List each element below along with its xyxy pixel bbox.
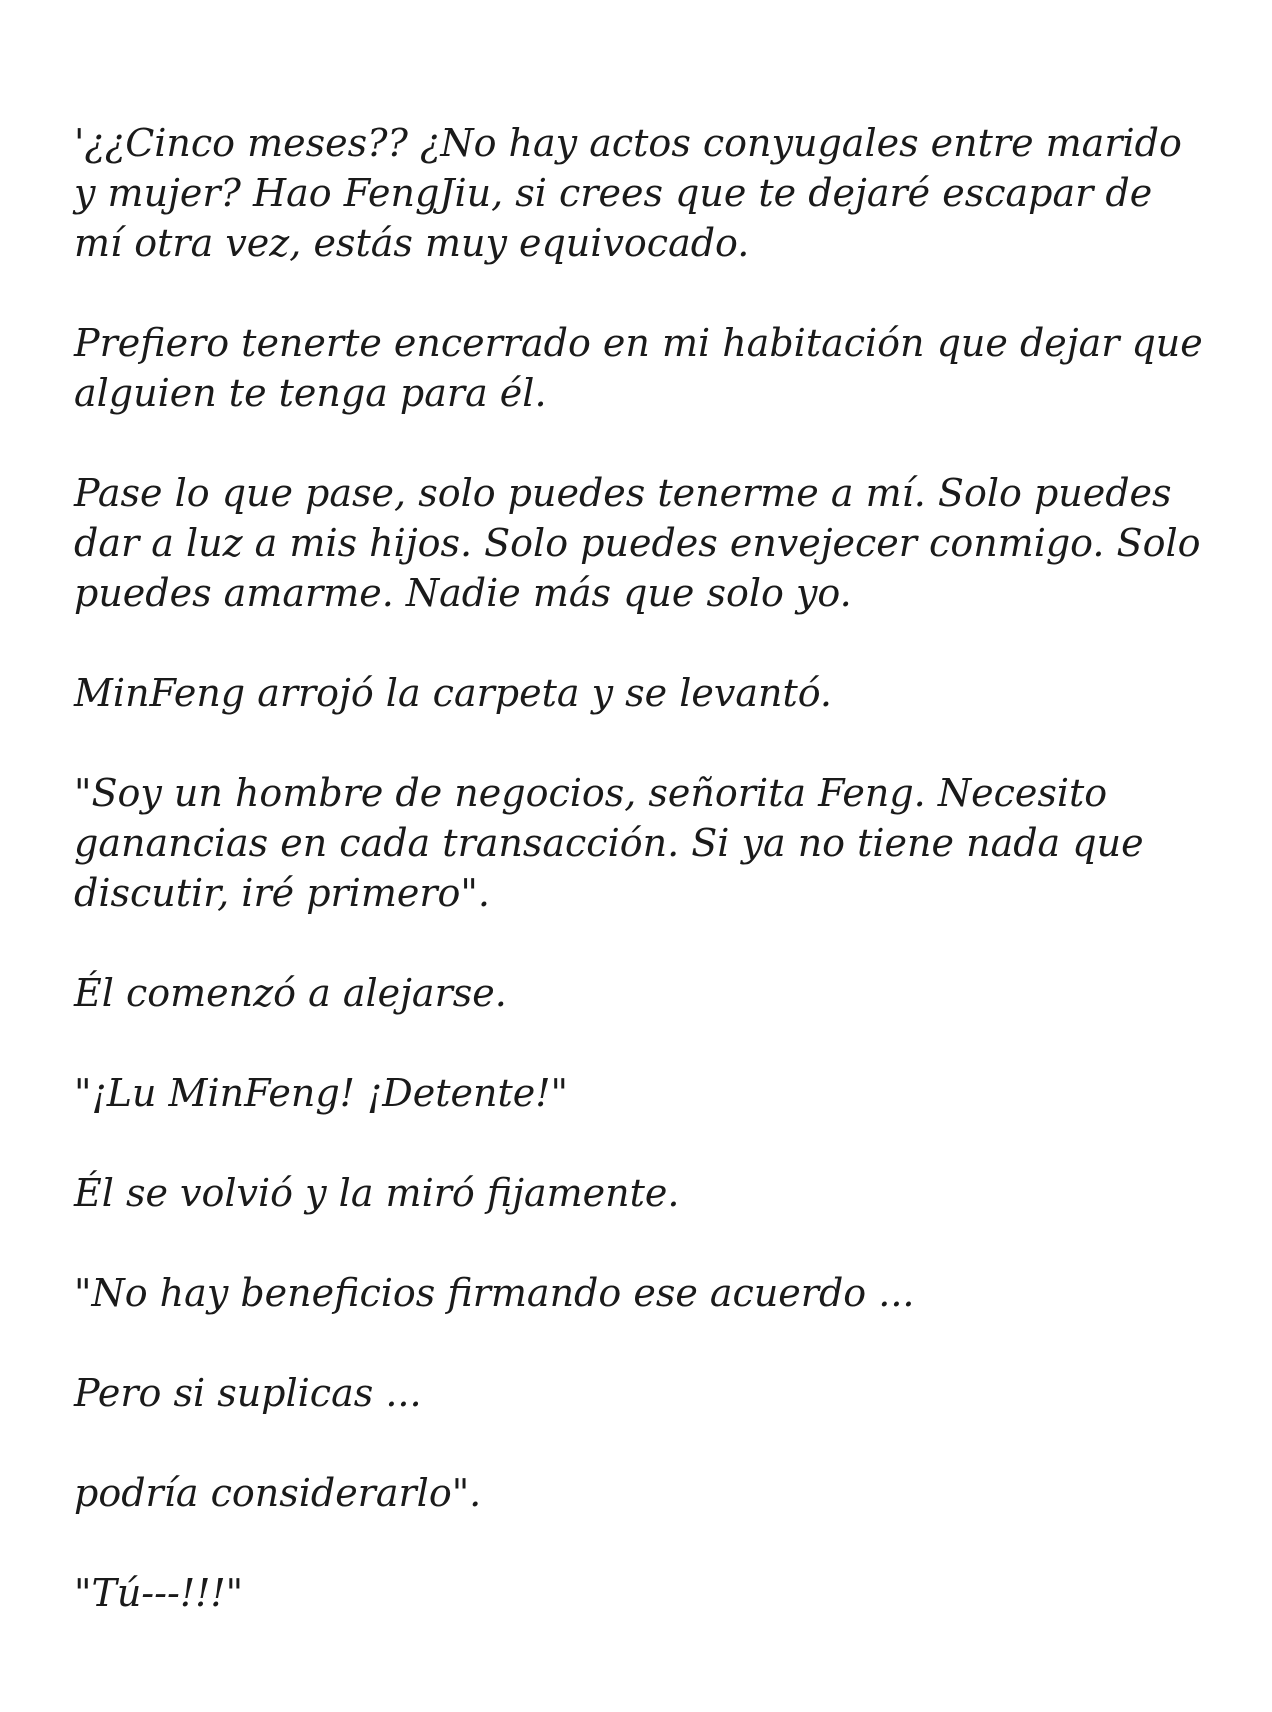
- document-body: [74, 118, 1204, 1618]
- paragraph: podría considerarlo".: [74, 1471, 482, 1515]
- paragraph: Pero si suplicas ...: [74, 1371, 422, 1415]
- paragraph: "Tú---!!!": [74, 1571, 244, 1615]
- paragraph: Él se volvió y la miró fijamente.: [74, 1171, 680, 1215]
- paragraph: "Soy un hombre de negocios, señorita Feng. Necesito ganancias en cada transacción. Si ya no tiene nada que discutir, iré primero".: [74, 771, 1144, 915]
- paragraph: Prefiero tenerte encerrado en mi habitación que dejar que alguien te tenga para él.: [74, 321, 1203, 415]
- paragraph: '¿¿Cinco meses?? ¿No hay actos conyugales entre marido y mujer? Hao FengJiu, si crees que te dejaré escapar de mí otra vez, estás muy equivocado.: [74, 121, 1182, 265]
- paragraph: "No hay beneficios firmando ese acuerdo ...: [74, 1271, 915, 1315]
- paragraph: Pase lo que pase, solo puedes tenerme a mí. Solo puedes dar a luz a mis hijos. Solo puedes envejecer conmigo. Solo puedes amarme. Nadie más que solo yo.: [74, 471, 1201, 615]
- paragraph: Él comenzó a alejarse.: [74, 971, 507, 1015]
- paragraph: "¡Lu MinFeng! ¡Detente!": [74, 1071, 568, 1115]
- paragraph: MinFeng arrojó la carpeta y se levantó.: [74, 671, 833, 715]
